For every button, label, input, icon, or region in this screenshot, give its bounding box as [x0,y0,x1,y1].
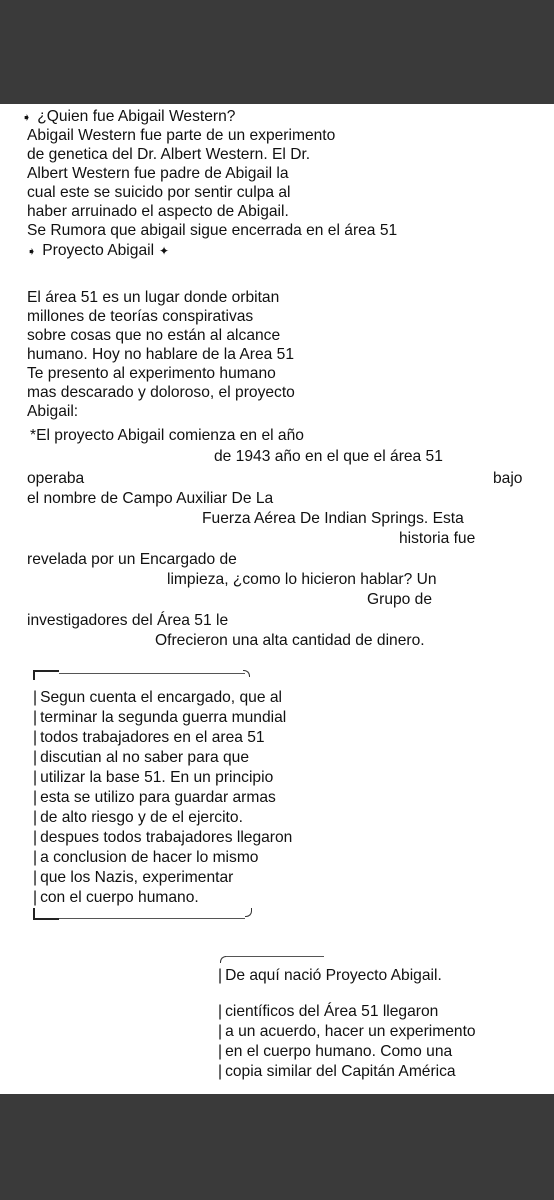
right-box-top-line [226,956,324,957]
quote-line: | de alto riesgo y de el ejercito. [33,809,243,826]
quote-line: | Segun cuenta el encargado, que al [33,689,282,706]
right-box-top-left-curve [220,956,227,963]
text-line: el nombre de Campo Auxiliar De La [27,490,274,507]
text-line: *El proyecto Abigail comienza en el año [30,427,304,444]
right-line: | en el cuerpo humano. Como una [218,1043,453,1060]
document-page [0,104,554,1094]
text-line: haber arruinado el aspecto de Abigail. [27,203,289,220]
box-bottom-line [59,918,245,919]
right-line: | copia similar del Capitán América [218,1063,456,1080]
text-line: de 1943 año en el que el área 51 [214,448,443,465]
text-line: humano. Hoy no hablare de la Area 51 [27,346,295,363]
quote-line: | despues todos trabajadores llegaron [33,829,293,846]
quote-line: | discutian al no saber para que [33,749,249,766]
right-line: | a un acuerdo, hacer un experimento [218,1023,476,1040]
text-line: mas descarado y doloroso, el proyecto [27,384,295,401]
quote-line: | utilizar la base 51. En un principio [33,769,274,786]
quote-line: | que los Nazis, experimentar [33,869,234,886]
text-line: Ofrecieron una alta cantidad de dinero. [155,632,425,649]
text-line: bajo [493,470,523,487]
text-line: limpieza, ¿como lo hicieron hablar? Un [167,571,437,588]
text-line: millones de teorías conspirativas [27,308,254,325]
text-line: Grupo de [367,591,433,608]
box-corner-bottom [33,918,59,920]
text-line: Abigail Western fue parte de un experimento [27,127,336,144]
text-line: Abigail: [27,403,79,420]
question-line: ➧ ¿Quien fue Abigail Western? [22,107,235,128]
text-line: operaba [27,470,85,487]
text-line: revelada por un Encargado de [27,551,237,568]
section-heading: ➧ Proyecto Abigail ✦ [27,241,169,262]
text-line: investigadores del Área 51 le [27,612,229,629]
bottom-dark-bar [0,1094,554,1200]
box-corner-top [33,670,59,672]
text-line: Albert Western fue padre de Abigail la [27,165,289,182]
text-line: Fuerza Aérea De Indian Springs. Esta [202,510,464,527]
text-line: de genetica del Dr. Albert Western. El Dr. [27,146,311,163]
bullet-icon: ➧ [22,112,32,124]
text-line: cual este se suicido por sentir culpa al [27,184,291,201]
right-line: | científicos del Área 51 llegaron [218,1003,439,1020]
box-bottom-right-curve [245,908,252,917]
quote-line: | todos trabajadores en el area 51 [33,729,265,746]
quote-line: | esta se utilizo para guardar armas [33,789,276,806]
quote-line: | con el cuerpo humano. [33,889,199,906]
sparkle-icon: ✦ [159,244,170,258]
box-top-right-curve [243,670,250,677]
box-top-line [59,673,245,674]
top-dark-bar [0,0,554,104]
text-line: El área 51 es un lugar donde orbitan [27,289,280,306]
quote-line: | a conclusion de hacer lo mismo [33,849,259,866]
right-heading: | De aquí nació Proyecto Abigail. [218,967,442,984]
text-line: historia fue [399,530,476,547]
text-line: Te presento al experimento humano [27,365,276,382]
quote-line: | terminar la segunda guerra mundial [33,709,287,726]
text-line: sobre cosas que no están al alcance [27,327,281,344]
bullet-icon: ➧ [27,246,37,258]
text-line: Se Rumora que abigail sigue encerrada en el área 51 [27,222,398,239]
